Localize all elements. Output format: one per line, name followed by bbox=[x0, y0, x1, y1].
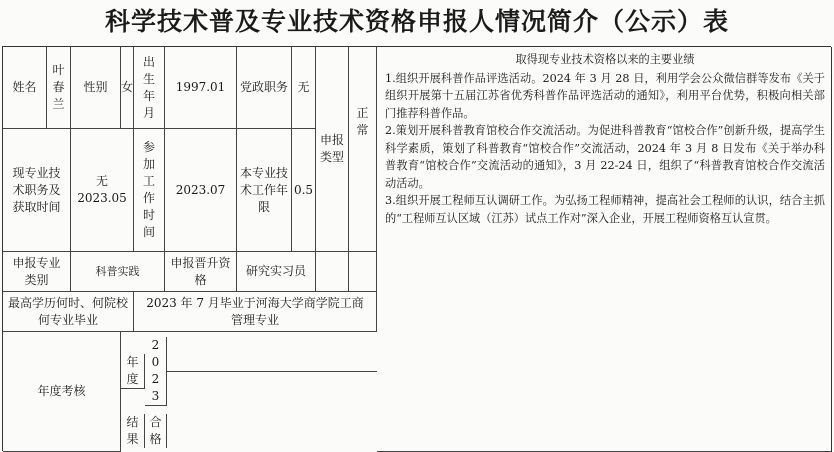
name-value: 叶春兰 bbox=[47, 47, 71, 129]
achievement-item-1: 1.组织开展科普作品评选活动。2024 年 3 月 28 日，利用学会公众微信群等发布《关于组织开展第十五届江苏省优秀科普作品评选活动的通知》，利用平台优势，积极向相关部门推荐科普作品。 bbox=[385, 71, 825, 120]
achievement-item-3: 3.组织开展工程师互认调研工作。为弘扬工程师精神，提高社会工程师的认识，结合主抓的“工程师互认区域（江苏）试点工作对”深入企业，开展工程师资格互认宣贯。 bbox=[385, 194, 825, 225]
years-in-field-label: 本专业技术工作年限 bbox=[237, 129, 292, 252]
current-title-label: 现专业技术职务及获取时间 bbox=[3, 129, 71, 252]
result-value: 合格 bbox=[145, 414, 167, 448]
result-label: 结果 bbox=[121, 414, 145, 448]
achievements-panel bbox=[377, 47, 832, 452]
current-title-value: 无 2023.05 bbox=[71, 129, 134, 252]
apply-category-label: 申报专业类别 bbox=[3, 252, 71, 292]
name-label: 姓名 bbox=[3, 47, 47, 129]
year-value: 2023 bbox=[145, 337, 167, 406]
education-value: 2023 年 7 月毕业于河海大学商学院工商管理专业 bbox=[134, 292, 377, 332]
years-in-field-value: 0.5 bbox=[292, 129, 316, 252]
gender-label: 性别 bbox=[71, 47, 121, 129]
gender-value: 女 bbox=[121, 47, 134, 129]
work-start-label: 参加工作时间 bbox=[134, 129, 165, 252]
party-label: 党政职务 bbox=[237, 47, 292, 129]
apply-type-value: 正常 bbox=[349, 47, 377, 252]
birth-value: 1997.01 bbox=[165, 47, 237, 129]
birth-label: 出生年月 bbox=[134, 47, 165, 129]
achievement-item-2: 2.策划开展科普教育馆校合作交流活动。为促进科普教育“馆校合作”创新升级，提高学生科学素质，策划了科普教育“馆校合作”交流活动，2024 年 3 月 8 日发布《关于举办科普教育“馆校合作”交流活动的通知》，3 月 22-24 日，组织了“科普教育馆校合作交流活动活动。 bbox=[385, 124, 825, 190]
apply-level-label: 申报晋升资格 bbox=[165, 252, 237, 292]
work-start-value: 2023.07 bbox=[165, 129, 237, 252]
application-table bbox=[2, 46, 831, 451]
party-value: 无 bbox=[292, 47, 316, 129]
year-label: 年度 bbox=[121, 354, 145, 389]
apply-type-label: 申报类型 bbox=[316, 47, 349, 252]
education-label: 最高学历何时、何院校何专业毕业 bbox=[3, 292, 134, 332]
document-title: 科学技术普及专业技术资格申报人情况简介（公示）表 bbox=[104, 7, 729, 36]
annual-review-label: 年度考核 bbox=[3, 332, 121, 452]
apply-category-value: 科普实践 bbox=[71, 252, 165, 292]
achievements-heading: 取得现专业技术资格以来的主要业绩 bbox=[515, 53, 695, 66]
apply-level-value: 研究实习员 bbox=[237, 252, 316, 292]
